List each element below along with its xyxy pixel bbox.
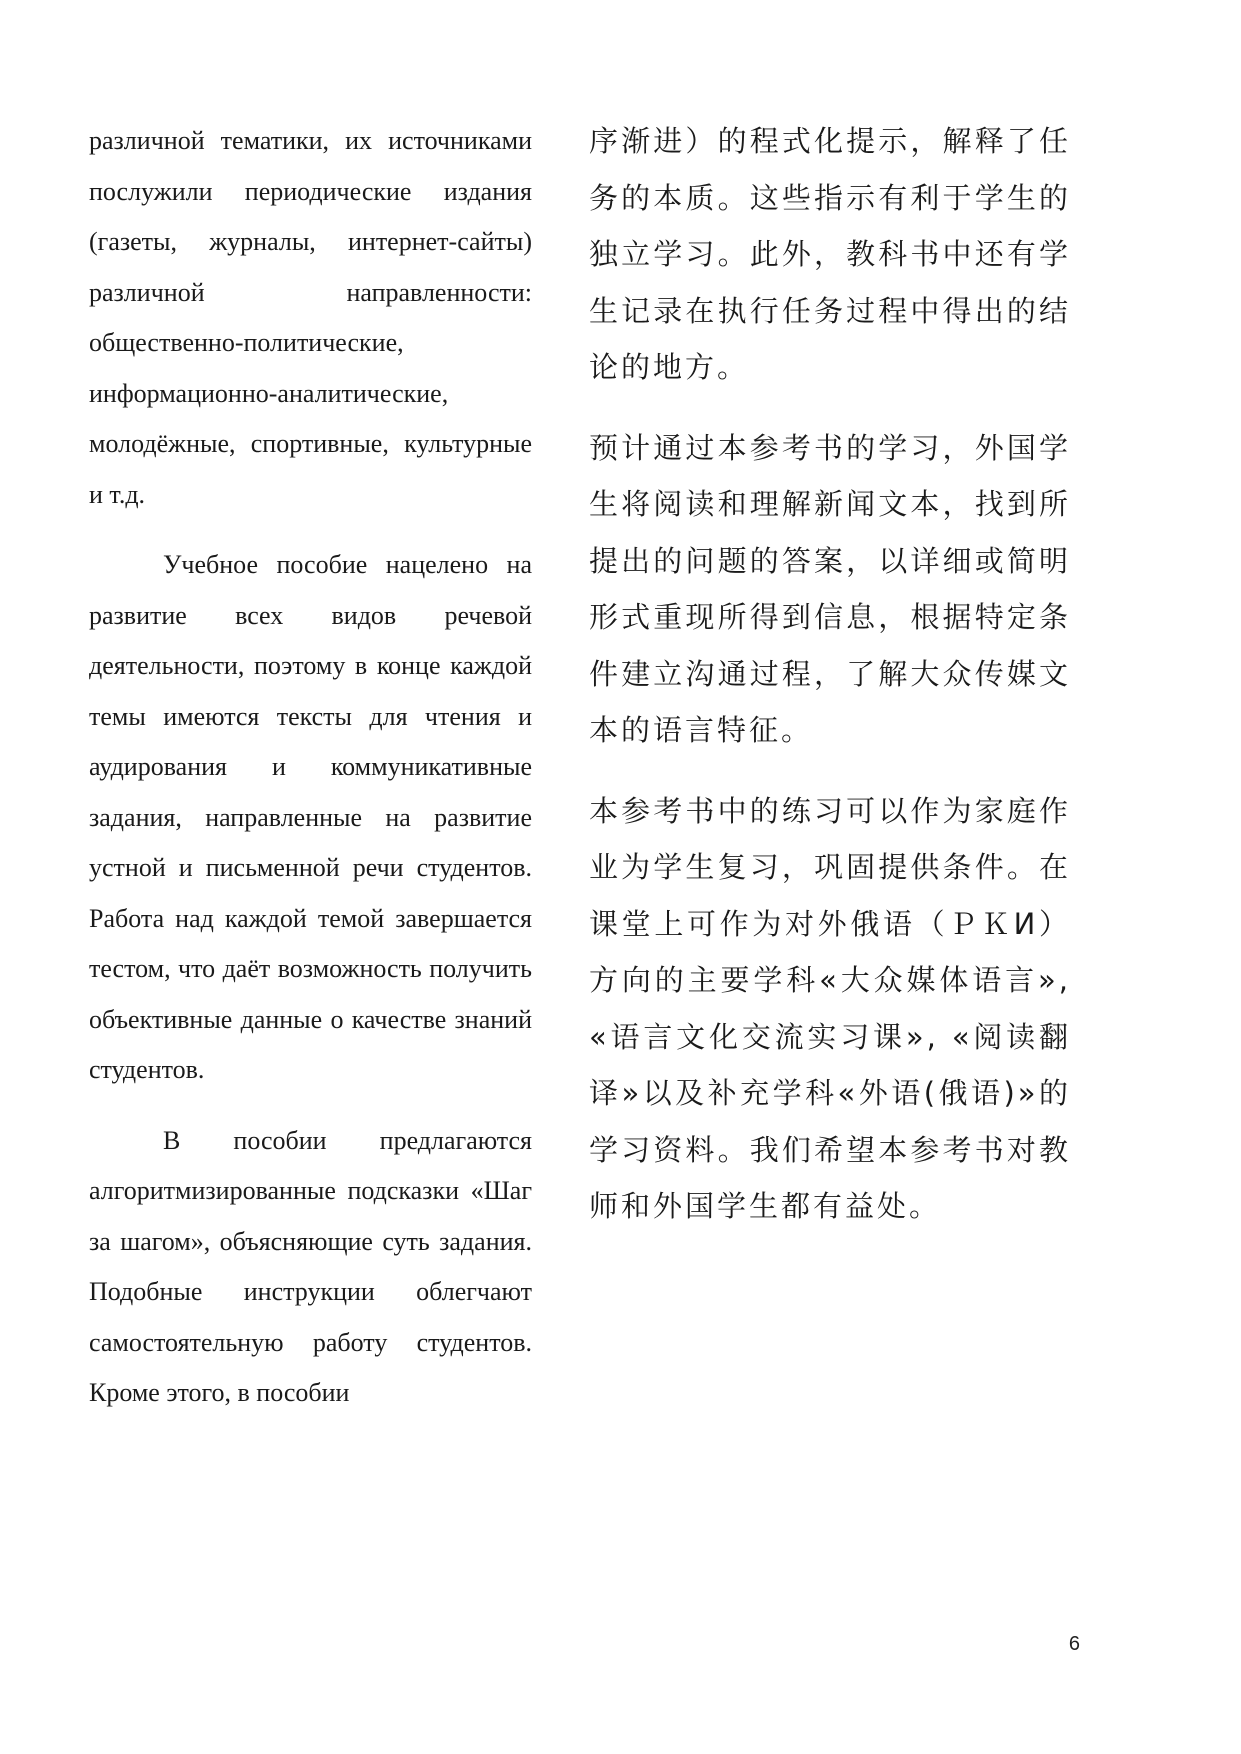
zh-paragraph-2: 预计通过本参考书的学习，外国学生将阅读和理解新闻文本，找到所提出的问题的答案，以详细或简明形式重现所得到信息，根据特定条件建立沟通过程，了解大众传媒文本的语言特征。 xyxy=(589,430,1071,747)
ru-paragraph-1: различной тематики, их источниками послужили периодические издания (газеты, журналы, интернет-сайты) различной направленности: общественно-политические, информационно-аналитические, молодёжные, спортивные, культурные и т.д. xyxy=(89,126,532,509)
chinese-text-column xyxy=(589,113,1071,1259)
page-number: 6 xyxy=(1068,1633,1080,1655)
ru-paragraph-2: Учебное пособие нацелено на развитие всех видов речевой деятельности, поэтому в конце каждой темы имеются тексты для чтения и аудирования и коммуникативные задания, направленные на развитие устной и письменной речи студентов. Работа над каждой темой завершается тестом, что даёт возможность получить объективные данные о качестве знаний студентов. xyxy=(89,550,532,1084)
zh-paragraph-3: 本参考书中的练习可以作为家庭作业为学生复习，巩固提供条件。在课堂上可作为对外俄语（ＰＫИ）方向的主要学科«大众媒体语言», «语言文化交流实习课», «阅读翻译»以及补充学科«外语(俄语)»的学习资料。我们希望本参考书对教师和外国学生都有益处。 xyxy=(589,793,1071,1223)
russian-text-column xyxy=(89,116,532,1439)
ru-paragraph-3: В пособии предлагаются алгоритмизированные подсказки «Шаг за шагом», объясняющие суть задания. Подобные инструкции облегчают самостоятельную работу студентов. Кроме этого, в пособии xyxy=(89,1125,532,1407)
zh-paragraph-1: 序渐进）的程式化提示，解释了任务的本质。这些指示有利于学生的独立学习。此外，教科书中还有学生记录在执行任务过程中得出的结论的地方。 xyxy=(589,124,1071,384)
